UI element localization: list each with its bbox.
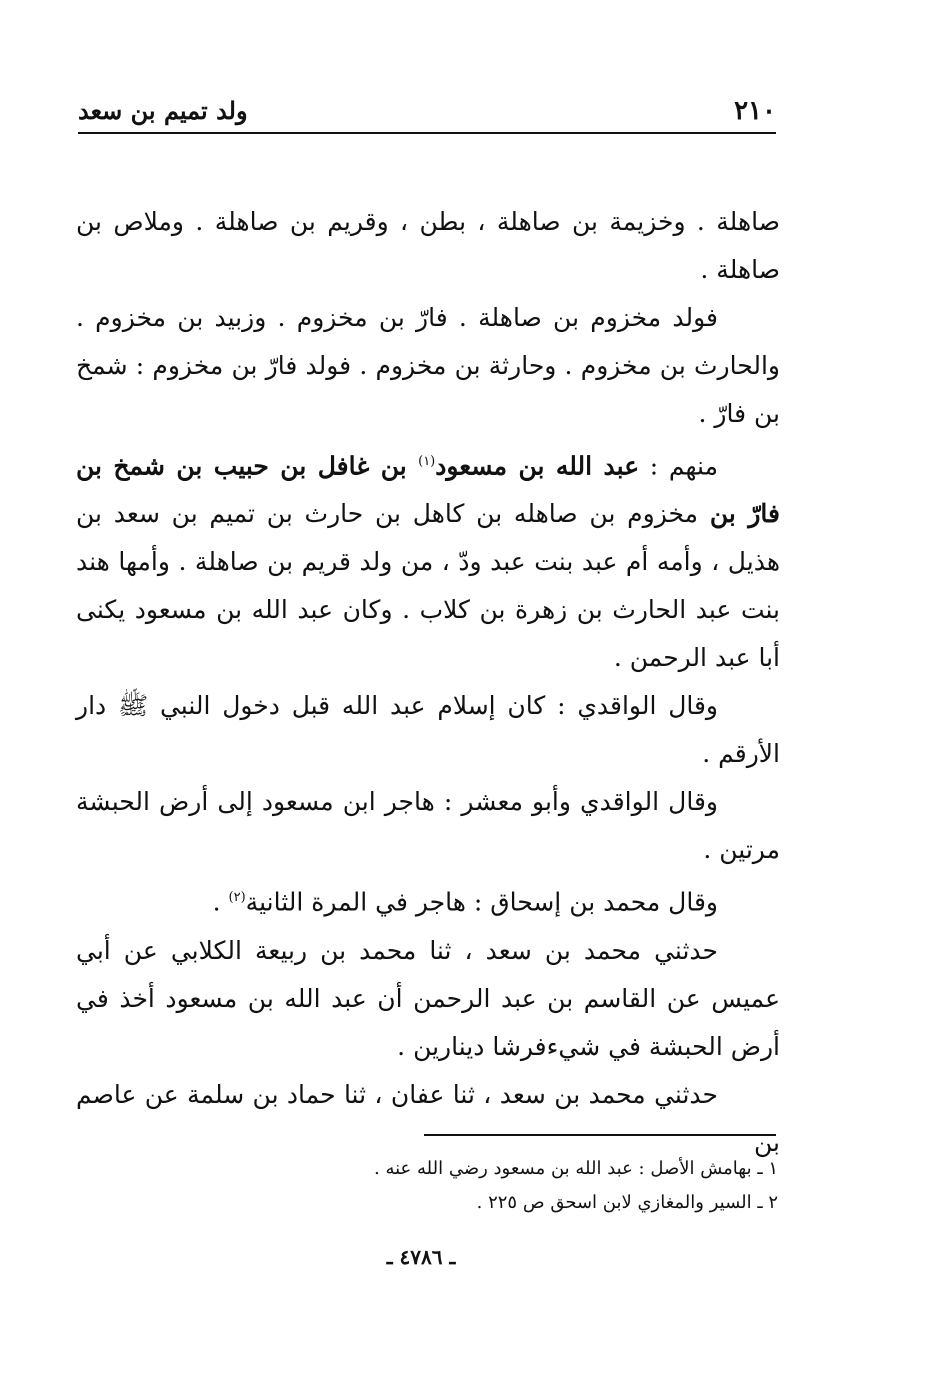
lineage: بن غافل بن حبيب بن شمخ بن فارّ بن (76, 451, 780, 529)
page-number: ٢١٠ (734, 96, 776, 126)
paragraph: حدثني محمد بن سعد ، ثنا محمد بن ربيعة الكلابي عن أبي عميس عن القاسم بن عبد الرحمن أن عبد الله بن مسعود أخذ في أرض الحبشة في شيءفرشا دينارين . (76, 935, 780, 1061)
paragraph-rest: مخزوم بن صاهله بن كاهل بن حارث بن تميم بن سعد بن هذيل ، وأمه أم عبد بنت عبد ودّ ، من ولد قريم بن صاهلة . وأمها هند بنت عبد الحارث بن زهرة بن كلاب . وكان عبد الله بن مسعود يكنى أبا عبد الرحمن . (76, 499, 780, 673)
footnote-marker: (٢) (228, 890, 246, 906)
paragraph: وقال الواقدي وأبو معشر : هاجر ابن مسعود إلى أرض الحبشة مرتين . (76, 787, 780, 865)
footnote: ١ ـ بهامش الأصل : عبد الله بن مسعود رضي الله عنه . (374, 1158, 778, 1179)
paragraph: وقال الواقدي : كان إسلام عبد الله قبل دخول النبي ﷺ دار الأرقم . (76, 691, 780, 769)
paragraph-lead: منهم : (639, 451, 718, 481)
footnote-marker: (١) (418, 454, 436, 469)
folio-number: ـ ٤٧٨٦ ـ (386, 1245, 456, 1269)
paragraph-end: . (212, 887, 229, 917)
page-header (78, 92, 776, 134)
footnotes (150, 1152, 778, 1220)
paragraph: فولد مخزوم بن صاهلة . فارّ بن مخزوم . وزبيد بن مخزوم . والحارث بن مخزوم . وحارثة بن مخزوم . فولد فارّ بن مخزوم : شمخ بن فارّ . (76, 303, 780, 428)
paragraph (76, 874, 780, 926)
running-title: ولد تميم بن سعد (78, 96, 248, 125)
paragraph: حدثني محمد بن سعد ، ثنا عفان ، ثنا حماد بن سلمة عن عاصم بن (76, 1079, 780, 1157)
main-text (76, 198, 780, 1167)
person-name: عبد الله بن مسعود (435, 451, 640, 481)
footnote-divider (424, 1134, 776, 1136)
footnote: ٢ ـ السير والمغازي لابن اسحق ص ٢٢٥ . (476, 1192, 778, 1213)
paragraph-text: وقال محمد بن إسحاق : هاجر في المرة الثانية (245, 887, 718, 917)
paragraph (76, 438, 780, 682)
paragraph: صاهلة . وخزيمة بن صاهلة ، بطن ، وقريم بن صاهلة . وملاص بن صاهلة . (76, 207, 780, 284)
